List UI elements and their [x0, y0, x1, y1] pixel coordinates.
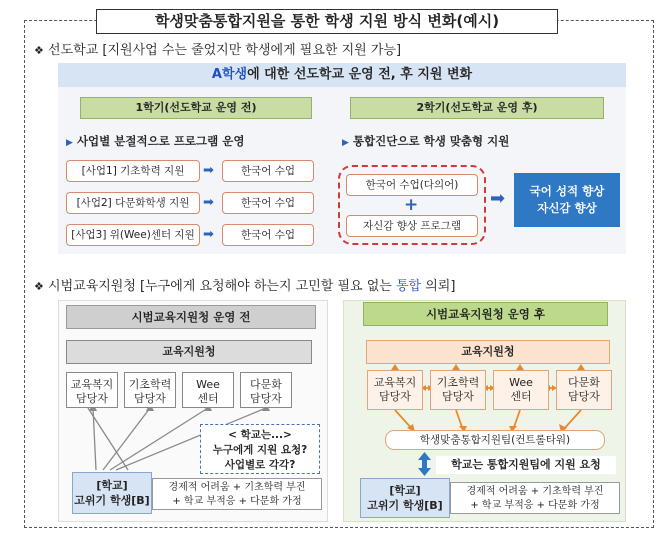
officer-line2: 담당자	[134, 392, 166, 405]
before-subheading-text: 사업별 분절적으로 프로그램 운영	[76, 134, 245, 148]
result-line1: 국어 성적 향상	[529, 184, 605, 198]
officer-line2: 담당자	[568, 390, 600, 403]
before-officer-wee	[182, 372, 234, 408]
school-line1: [학교]	[389, 484, 421, 497]
program-row2-left: [사업2] 다문화학생 지원	[66, 192, 200, 214]
officer-line2: 담당자	[379, 390, 411, 403]
after-item2: 자신감 향상 프로그램	[346, 215, 478, 237]
after-officer-multicultural	[556, 370, 612, 410]
before-diagram-header: 시범교육지원청 운영 전	[66, 305, 316, 329]
triangle-bullet-icon: ▶	[342, 138, 349, 148]
desc-line1: 경제적 어려움 + 기초학력 부진	[466, 486, 604, 497]
school-box	[72, 472, 152, 514]
program-row3-right: 한국어 수업	[222, 224, 314, 246]
callout-line3: 사업별로 각각?	[224, 459, 296, 471]
page-title: 학생맞춤통합지원을 통한 학생 지원 방식 변화(예시)	[96, 9, 558, 34]
officer-line1: Wee	[196, 378, 220, 391]
desc-line2: + 학교 부적응 + 다문화 가정	[470, 500, 600, 511]
section2-highlight: 통합	[395, 279, 422, 294]
officer-line2: 센터	[197, 392, 219, 405]
integrated-team-box: 학생맞춤통합지원팀(컨트롤타워)	[385, 430, 605, 450]
officer-line1: Wee	[509, 376, 533, 389]
triangle-bullet-icon: ▶	[66, 138, 73, 148]
diamond-bullet-icon: ❖	[34, 280, 44, 293]
after-subheading-text: 통합진단으로 학생 맞춤형 지원	[352, 134, 510, 148]
callout-line2: 누구에게 지원 요청?	[212, 444, 308, 456]
comparison-banner	[58, 63, 626, 87]
plus-icon: +	[404, 195, 419, 215]
officer-line2: 센터	[510, 390, 532, 403]
officer-line2: 담당자	[442, 390, 474, 403]
before-officer-multicultural	[240, 372, 292, 408]
officer-line1: 다문화	[568, 376, 600, 389]
school-box	[360, 478, 450, 518]
section2-text-end: 의뢰]	[421, 279, 456, 294]
after-officer-welfare	[367, 370, 423, 410]
school-line2: 고위기 학생[B]	[367, 499, 443, 512]
before-officer-welfare	[66, 372, 118, 408]
after-diagram-header: 시범교육지원청 운영 후	[363, 302, 608, 326]
right-arrow-icon: ➡	[490, 188, 506, 209]
after-header: 2학기(선도학교 운영 후)	[350, 97, 604, 119]
program-row3-left: [사업3] 위(Wee)센터 지원	[66, 224, 200, 246]
after-officer-wee	[493, 370, 549, 410]
diamond-bullet-icon: ❖	[34, 44, 44, 57]
student-desc-box	[152, 478, 322, 510]
officer-line1: 기초학력	[436, 376, 480, 389]
section2-heading	[34, 279, 455, 295]
section2-text: 시범교육지원청 [누구에게 요청해야 하는지 고민할 필요 없는	[48, 279, 396, 294]
before-header: 1학기(선도학교 운영 전)	[80, 97, 312, 119]
section1-heading	[34, 43, 401, 59]
question-callout	[200, 424, 320, 474]
program-row2-right: 한국어 수업	[222, 192, 314, 214]
desc-line2: + 학교 부적응 + 다문화 가정	[172, 496, 302, 507]
banner-highlight: A학생	[211, 67, 248, 82]
officer-line2: 담당자	[250, 392, 282, 405]
program-row1-left: [사업1] 기초학력 지원	[66, 160, 200, 182]
after-item1: 한국어 수업(다의어)	[346, 174, 478, 196]
school-line1: [학교]	[96, 479, 128, 492]
student-desc-box	[450, 482, 620, 514]
officer-line2: 담당자	[76, 392, 108, 405]
right-arrow-icon: ➡	[203, 195, 214, 210]
before-officer-basic	[124, 372, 176, 408]
banner-text: 에 대한 선도학교 운영 전, 후 지원 변화	[247, 67, 473, 82]
callout-line1: < 학교는...>	[228, 429, 292, 441]
office-box: 교육지원청	[366, 340, 610, 364]
result-line2: 자신감 향상	[537, 201, 597, 215]
right-arrow-icon: ➡	[203, 227, 214, 242]
officer-line1: 교육복지	[373, 376, 417, 389]
right-arrow-icon: ➡	[203, 163, 214, 178]
result-box	[514, 173, 620, 227]
request-label: 학교는 통합지원팀에 지원 요청	[436, 456, 616, 474]
before-subheading	[66, 133, 244, 149]
after-subheading	[342, 133, 509, 149]
school-line2: 고위기 학생[B]	[74, 494, 150, 507]
officer-line1: 기초학력	[128, 378, 172, 391]
officer-line1: 교육복지	[70, 378, 114, 391]
desc-line1: 경제적 어려움 + 기초학력 부진	[168, 482, 306, 493]
section1-text: 선도학교 [지원사업 수는 줄었지만 학생에게 필요한 지원 가능]	[48, 43, 402, 58]
after-officer-basic	[430, 370, 486, 410]
office-box: 교육지원청	[66, 340, 312, 364]
program-row1-right: 한국어 수업	[222, 160, 314, 182]
officer-line1: 다문화	[250, 378, 282, 391]
